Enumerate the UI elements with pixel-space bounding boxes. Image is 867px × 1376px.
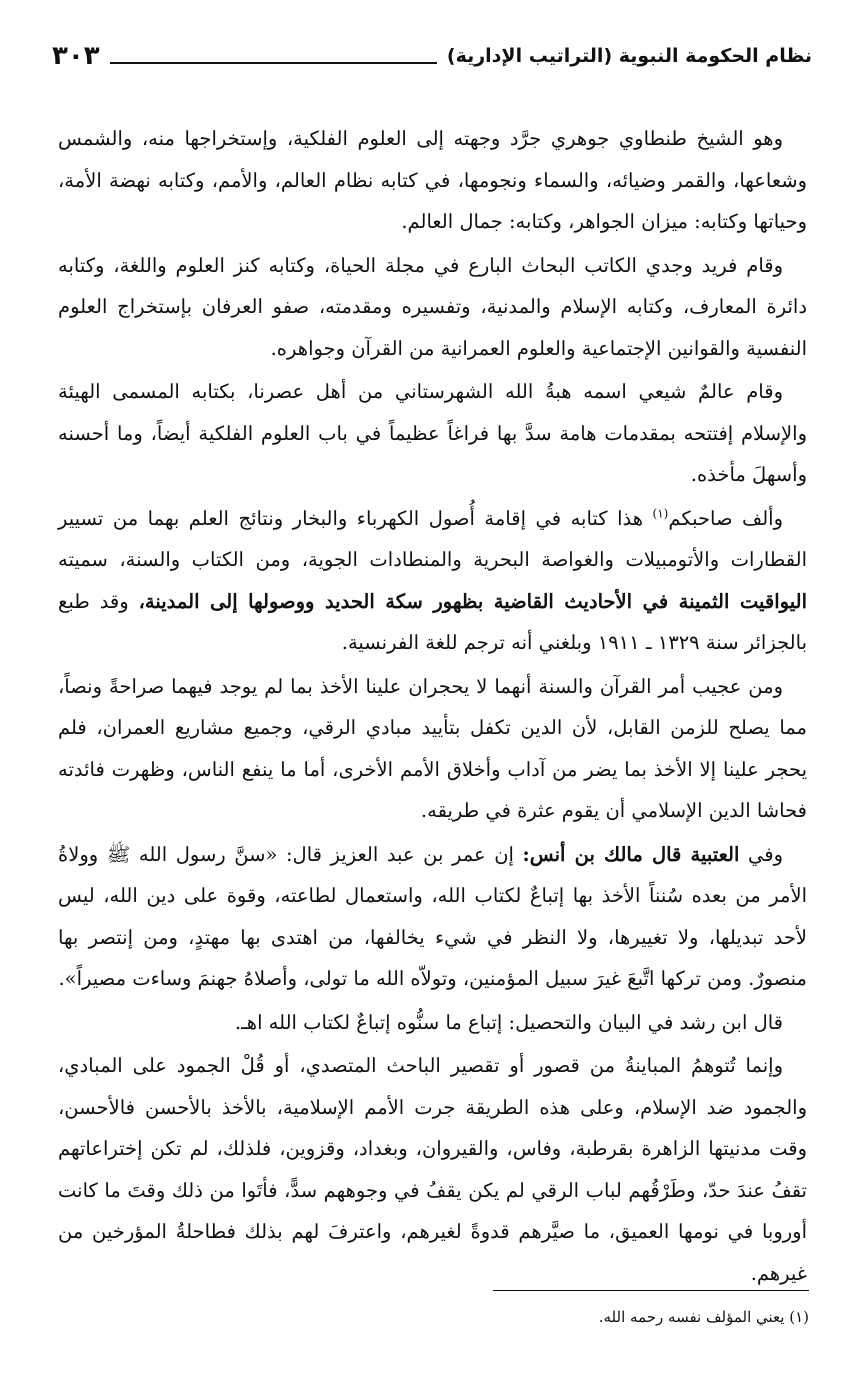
paragraph-2: وقام فريد وجدي الكاتب البحاث البارع في مجلة الحياة، وكتابه كنز العلوم واللغة، وكتابه دائرة المعارف، وكتابه الإسلام والمدنية، وتفسيره ومقدمته، صفو العرفان بإستخراج العلوم النفسية والقوانين الإجتماعية والعلوم العمرانية من القرآن وجواهره. — [58, 253, 807, 360]
page-number: ٣٠٣ — [52, 41, 100, 71]
paragraph-1: وهو الشيخ طنطاوي جوهري جرَّد وجهته إلى العلوم الفلكية، وإستخراجها منه، والشمس وشعاعها، والقمر وضيائه، والسماء ونجومها، في كتابه نظام العالم، والأمم، وكتابه نهضة الأمة، وحياتها وكتابه: ميزان الجواهر، وكتابه: جمال العالم. — [58, 127, 807, 233]
body-text — [58, 118, 807, 1296]
running-header-title: نظام الحكومة النبوية (التراتيب الإدارية) — [446, 45, 812, 67]
paragraph-4-start: وألف صاحبكم — [668, 506, 783, 530]
paragraph-6-lead: وفي — [739, 842, 783, 866]
running-header — [52, 36, 812, 76]
footnote-separator — [493, 1290, 809, 1291]
paragraph-7: قال ابن رشد في البيان والتحصيل: إتباع ما سنُّوه إتباعٌ لكتاب الله اهـ. — [234, 1010, 783, 1034]
header-rule — [110, 62, 437, 64]
paragraph-4-middle: هذا كتابه في إقامة أُصول الكهرباء والبخار ونتائج العلم بهما من تسيير القطارات والأتومبيلات والغواصة البحرية والمنطادات الجوية، ومن الكتاب والسنة، سميته — [58, 506, 807, 571]
paragraph-4-end: وقد طبع بالجزائر سنة ١٣٢٩ ـ ١٩١١ وبلغني أنه ترجم للغة الفرنسية. — [58, 589, 807, 654]
paragraph-6-quote: إن عمر بن عبد العزيز قال: «سنَّ رسول الله ﷺ وولاةُ الأمر من بعده سُنناً الأخذ بها إتباعٌ لكتاب الله، واستعمال لطاعته، وقوة على دين الله، ليس لأحد تبديلها، ولا تغييرها، ولا النظر في شيء يخالفها، من اهتدى بها مهتدٍ، ومن إنتصر بها منصورٌ. ومن تركها اتَّبعَ غيرَ سبيل المؤمنين، وتولاّه الله ما تولى، وأصلاهُ جهنمَ وساءت مصيراً». — [58, 842, 807, 990]
paragraph-6 — [58, 834, 807, 1000]
paragraph-4 — [58, 498, 807, 664]
paragraph-3: وقام عالمٌ شيعي اسمه هبةُ الله الشهرستاني من أهل عصرنا، بكتابه المسمى الهيئة والإسلام إفتتحه بمقدمات هامة سدَّ بها فراغاً عظيماً في باب العلوم الفلكية أيضاً، وما أحسنه وأسهلَ مأخذه. — [58, 380, 807, 486]
paragraph-8: وإنما تُتوهمُ المباينةُ من قصور أو تقصير الباحث المتصدي، أو قُلْ الجمود على المبادي، والجمود ضد الإسلام، وعلى هذه الطريقة جرت الأمم الإسلامية، بالأخذ بالأحسن فالأحسن، وقت مدنيتها الزاهرة بقرطبة، وفاس، والقيروان، وبغداد، وقزوين، فلذلك، لم تكن إختراعاتهم تقفُ عندَ حدّ، وطَرْقُهم لباب الرقي لم يكن يقفُ في وجوههم سدًّ، فأتَوا من ذلك وقتَ ما كانت أوروبا في نومها العميق، ما صيَّرهم قدوةً لغيرهم، واعترفَ لهم بذلك فطاحلةُ المؤرخين من غيرهم. — [58, 1054, 807, 1285]
book-title-bold: اليواقيت الثمينة في الأحاديث القاضية بظهور سكة الحديد ووصولها إلى المدينة، — [138, 589, 807, 613]
paragraph-5: ومن عجيب أمر القرآن والسنة أنهما لا يحجران علينا الأخذ بما لم يوجد فيهما صراحةً ونصاً، مما يصلح للزمن القابل، لأن الدين تكفل بتأييد مبادي الرقي، وجميع مشاريع العمران، فلم يحجر علينا إلا الأخذ بما يضر من آداب وأخلاق الأمم الأخرى، أما ما ينفع الناس، وظهرت فائدته فحاشا الدين الإسلامي أن يقوم عثرة في طريقه. — [58, 674, 807, 822]
footnote: (١) يعني المؤلف نفسه رحمه الله. — [598, 1308, 809, 1326]
footnote-reference[interactable]: (١) — [652, 506, 669, 520]
source-citation-bold: العتبية قال مالك بن أنس: — [522, 842, 740, 866]
